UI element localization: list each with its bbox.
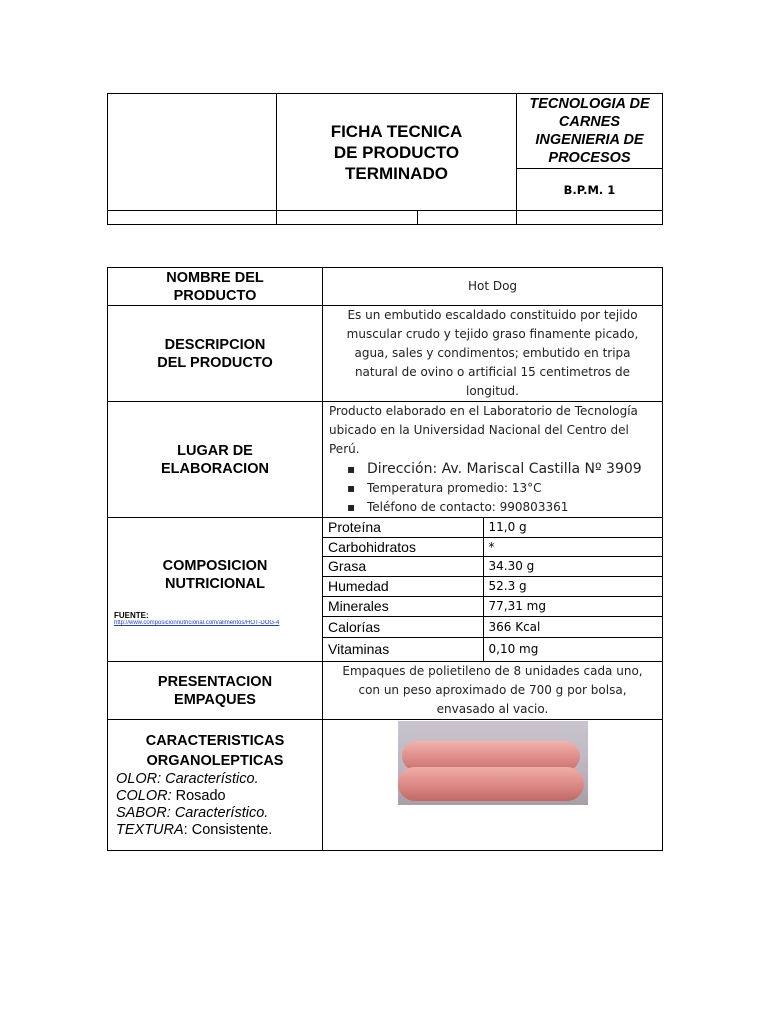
department-line: TECNOLOGIA DE <box>529 96 650 112</box>
nutrient-name: Calorías <box>323 616 483 637</box>
empty-cell <box>517 211 663 225</box>
descripcion-label <box>108 306 323 402</box>
label-line: ELABORACION <box>161 460 269 477</box>
department-line: INGENIERIA DE <box>535 132 644 148</box>
descripcion-value <box>323 306 663 402</box>
empty-cell <box>418 211 517 225</box>
description-line: longitud. <box>466 384 519 398</box>
empty-cell <box>108 211 277 225</box>
nutrient-name: Proteína <box>323 518 483 537</box>
nutrition-row <box>323 576 663 596</box>
nutrient-value: 0,10 mg <box>483 637 663 661</box>
row-nombre <box>108 268 663 306</box>
bpm-code: B.P.M. 1 <box>517 169 663 211</box>
row-composicion <box>108 518 663 662</box>
telefono-item: ▪ Teléfono de contacto: 990803361 <box>367 498 662 517</box>
nutrient-name: Vitaminas <box>323 637 483 661</box>
label-line: PRESENTACION <box>157 673 273 690</box>
presentacion-line: con un peso aproximado de 700 g por bolsa, <box>358 683 627 697</box>
title-line: DE PRODUCTO <box>333 142 460 162</box>
label-line: PRODUCTO <box>173 287 257 304</box>
sausage-bottom <box>398 767 584 801</box>
description-line: natural de ovino o artificial 15 centimetros de <box>354 365 631 379</box>
product-photo-cell <box>323 720 663 851</box>
lugar-text <box>323 402 662 459</box>
label-line: NOMBRE DEL <box>166 269 264 286</box>
nutrition-row <box>323 518 663 537</box>
sabor-text: SABOR: Característico. <box>116 805 269 821</box>
department-cell <box>517 94 663 169</box>
row-descripcion <box>108 306 663 402</box>
empty-cell <box>277 211 418 225</box>
row-presentacion <box>108 662 663 720</box>
color-label: COLOR: <box>116 788 172 804</box>
lugar-label <box>108 402 323 518</box>
nutrient-name: Humedad <box>323 576 483 596</box>
row-lugar <box>108 402 663 518</box>
nutrition-row <box>323 616 663 637</box>
document-title <box>277 94 517 211</box>
presentacion-value <box>323 662 663 720</box>
lugar-line: Perú. <box>329 442 360 456</box>
label-line: EMPAQUES <box>174 691 256 708</box>
nutrient-value: 11,0 g <box>483 518 663 537</box>
fuente-link[interactable]: http://www.composicionnutricional.com/alimentos/HOT-DOG-4 <box>114 620 280 626</box>
color-value: Rosado <box>171 788 226 804</box>
nutrition-row <box>323 537 663 556</box>
nutrient-value: 366 Kcal <box>483 616 663 637</box>
label-line: DESCRIPCION <box>164 336 266 353</box>
row-caracteristicas <box>108 720 663 851</box>
nutrient-value: * <box>483 537 663 556</box>
hot-dog-photo <box>398 721 588 805</box>
label-line: COMPOSICION <box>162 558 268 574</box>
nombre-value: Hot Dog <box>323 268 663 306</box>
product-sheet-table <box>107 267 663 851</box>
caracteristicas-title: ORGANOLEPTICAS <box>146 753 284 769</box>
presentacion-line: Empaques de polietileno de 8 unidades cada uno, <box>342 664 643 678</box>
nutrition-cell <box>323 518 663 662</box>
label-line: DEL PRODUCTO <box>157 354 273 371</box>
caracteristicas-cell <box>108 720 323 851</box>
lugar-line: ubicado en la Universidad Nacional del Centro del <box>329 423 629 437</box>
presentacion-label <box>108 662 323 720</box>
temperatura-item: ▪ Temperatura promedio: 13°C <box>367 479 662 498</box>
composicion-label-cell <box>108 518 323 662</box>
caracteristicas-title: CARACTERISTICAS <box>145 733 285 749</box>
nutrient-name: Grasa <box>323 556 483 576</box>
direccion-item: ▪ Dirección: Av. Mariscal Castilla Nº 3909 <box>367 459 662 479</box>
label-line: NUTRICIONAL <box>165 576 265 592</box>
nutrition-row <box>323 637 663 661</box>
lugar-line: Producto elaborado en el Laboratorio de Tecnología <box>329 404 638 418</box>
description-line: Es un embutido escaldado constituido por tejido <box>347 308 638 322</box>
nutrient-name: Carbohidratos <box>323 537 483 556</box>
department-line: CARNES <box>558 114 621 130</box>
lugar-bullets <box>323 459 662 517</box>
department-line: PROCESOS <box>548 150 631 166</box>
lugar-value <box>323 402 663 518</box>
nutrient-value: 34.30 g <box>483 556 663 576</box>
composicion-label <box>108 557 322 593</box>
textura-label: TEXTURA <box>116 822 184 838</box>
nutrition-table <box>323 518 663 661</box>
description-line: muscular crudo y tejido graso finamente picado, <box>346 327 639 341</box>
logo-cell <box>108 94 277 211</box>
nutrient-value: 52.3 g <box>483 576 663 596</box>
nutrition-row <box>323 556 663 576</box>
textura-value: : Consistente. <box>183 822 273 838</box>
presentacion-line: envasado al vacio. <box>436 702 549 716</box>
nutrient-name: Minerales <box>323 596 483 616</box>
fuente-label: FUENTE: <box>114 611 149 620</box>
description-line: agua, sales y condimentos; embutido en tripa <box>354 346 631 360</box>
nombre-label <box>108 268 323 306</box>
olor-text: OLOR: Característico. <box>116 771 259 787</box>
label-line: LUGAR DE <box>177 442 253 459</box>
title-line: FICHA TECNICA <box>330 121 463 141</box>
nutrition-row <box>323 596 663 616</box>
title-line: TERMINADO <box>345 163 448 183</box>
header-table <box>107 93 663 225</box>
nutrient-value: 77,31 mg <box>483 596 663 616</box>
